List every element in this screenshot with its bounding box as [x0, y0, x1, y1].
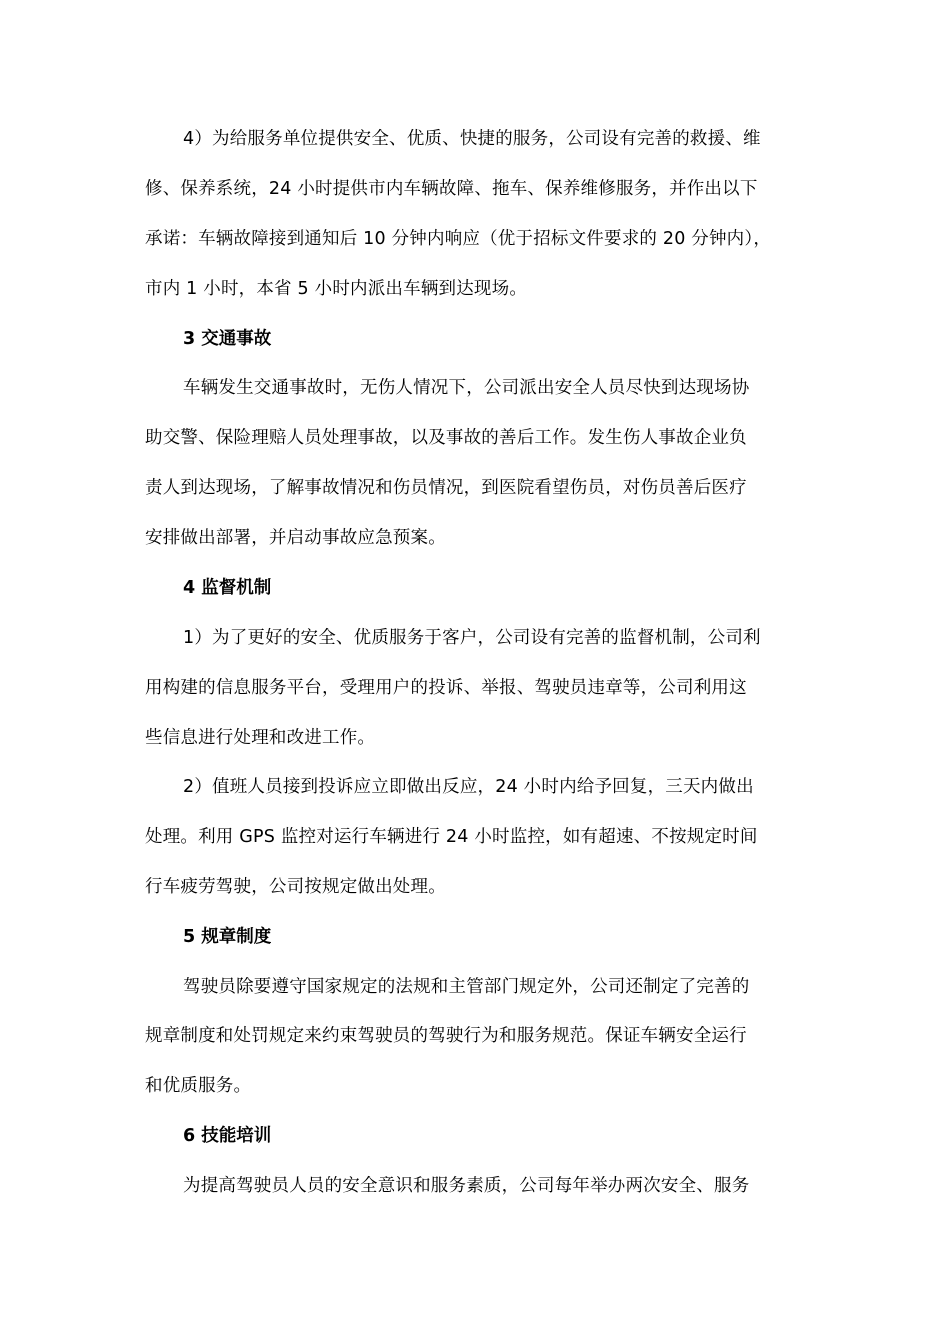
- paragraph-line: 为提高驾驶员人员的安全意识和服务素质，公司每年举办两次安全、服务: [183, 1176, 750, 1196]
- paragraph-line: 2）值班人员接到投诉应立即做出反应，24 小时内给予回复，三天内做出: [183, 777, 754, 797]
- paragraph-line: 市内 1 小时，本省 5 小时内派出车辆到达现场。: [145, 279, 528, 299]
- paragraph-line: 责人到达现场，了解事故情况和伤员情况，到医院看望伤员，对伤员善后医疗: [145, 478, 747, 498]
- section-heading: 6 技能培训: [183, 1126, 272, 1146]
- paragraph-line: 1）为了更好的安全、优质服务于客户，公司设有完善的监督机制，公司利: [183, 628, 761, 648]
- paragraph-line: 处理。利用 GPS 监控对运行车辆进行 24 小时监控，如有超速、不按规定时间: [145, 827, 758, 847]
- paragraph-line: 车辆发生交通事故时，无伤人情况下，公司派出安全人员尽快到达现场协: [183, 378, 750, 398]
- paragraph-line: 修、保养系统，24 小时提供市内车辆故障、拖车、保养维修服务，并作出以下: [145, 179, 758, 199]
- paragraph-line: 驾驶员除要遵守国家规定的法规和主管部门规定外，公司还制定了完善的: [183, 977, 750, 997]
- section-heading: 5 规章制度: [183, 927, 272, 947]
- paragraph-line: 4）为给服务单位提供安全、优质、快捷的服务，公司设有完善的救援、维: [183, 129, 761, 149]
- paragraph-line: 助交警、保险理赔人员处理事故，以及事故的善后工作。发生伤人事故企业负: [145, 428, 747, 448]
- section-heading: 4 监督机制: [183, 578, 272, 598]
- paragraph-line: 行车疲劳驾驶，公司按规定做出处理。: [145, 877, 446, 897]
- paragraph-line: 些信息进行处理和改进工作。: [145, 728, 376, 748]
- paragraph-line: 规章制度和处罚规定来约束驾驶员的驾驶行为和服务规范。保证车辆安全运行: [145, 1026, 747, 1046]
- section-heading: 3 交通事故: [183, 329, 272, 349]
- paragraph-line: 安排做出部署，并启动事故应急预案。: [145, 528, 446, 548]
- paragraph-line: 用构建的信息服务平台，受理用户的投诉、举报、驾驶员违章等，公司利用这: [145, 678, 747, 698]
- paragraph-line: 承诺：车辆故障接到通知后 10 分钟内响应（优于招标文件要求的 20 分钟内），: [145, 229, 772, 249]
- paragraph-line: 和优质服务。: [145, 1076, 252, 1096]
